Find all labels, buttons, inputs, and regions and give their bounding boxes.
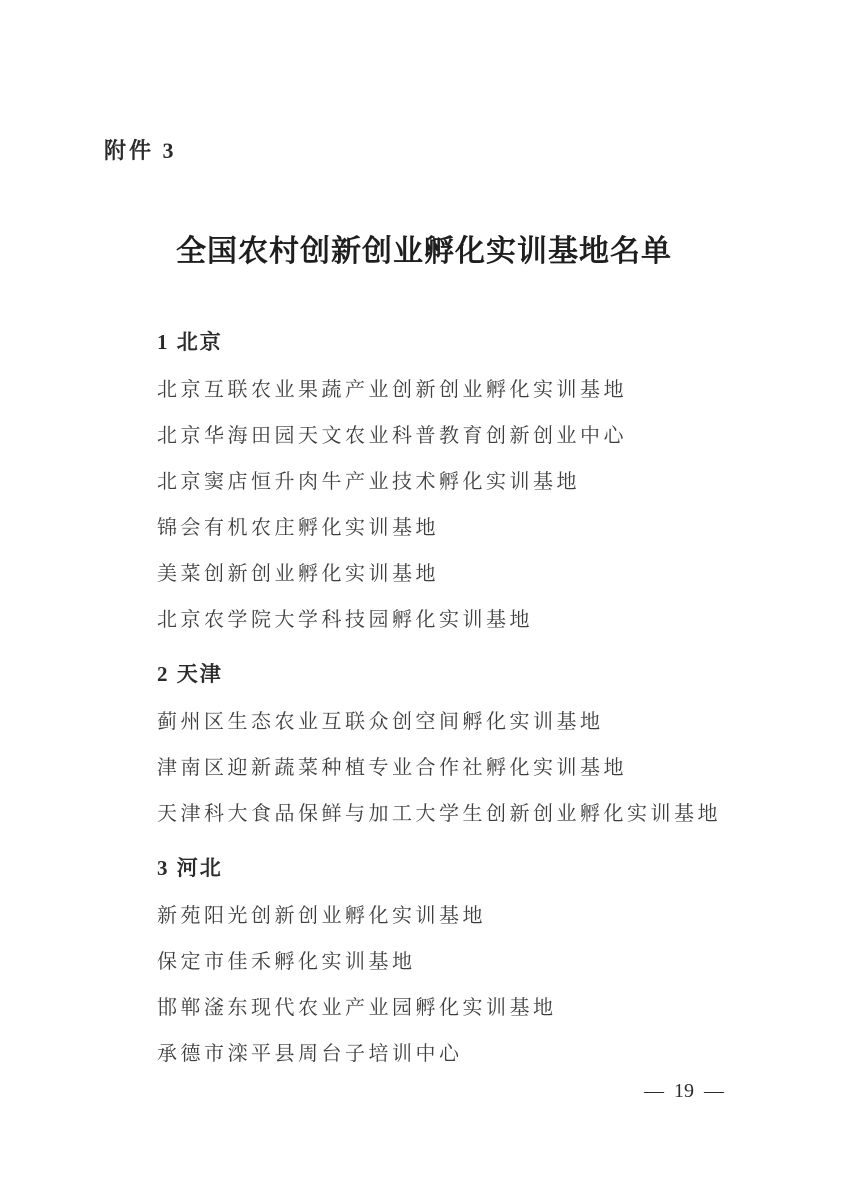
section-heading: 3 河北 [157, 856, 223, 880]
list-item: 承德市滦平县周台子培训中心 [157, 1042, 463, 1065]
list-item: 北京华海田园天文农业科普教育创新创业中心 [157, 424, 627, 447]
page-number-footer [644, 1076, 724, 1106]
section-heading: 2 天津 [157, 662, 223, 686]
list-item: 北京农学院大学科技园孵化实训基地 [157, 608, 533, 631]
list-item: 美菜创新创业孵化实训基地 [157, 562, 439, 585]
footer-dash-right: — [704, 1079, 724, 1102]
list-item: 保定市佳禾孵化实训基地 [157, 950, 416, 973]
section-hebei [157, 844, 757, 1074]
attachment-label: 附件 3 [104, 138, 177, 163]
section-beijing [157, 318, 757, 640]
document-title: 全国农村创新创业孵化实训基地名单 [176, 235, 672, 268]
list-item: 蓟州区生态农业互联众创空间孵化实训基地 [157, 710, 604, 733]
list-item: 北京窦店恒升肉牛产业技术孵化实训基地 [157, 470, 580, 493]
list-item: 新苑阳光创新创业孵化实训基地 [157, 904, 486, 927]
list-item: 天津科大食品保鲜与加工大学生创新创业孵化实训基地 [157, 802, 721, 825]
document-body [157, 318, 757, 1074]
list-item: 津南区迎新蔬菜种植专业合作社孵化实训基地 [157, 756, 627, 779]
footer-dash-left: — [644, 1079, 664, 1102]
page-number: 19 [674, 1079, 694, 1102]
section-tianjin [157, 650, 757, 834]
list-item: 锦会有机农庄孵化实训基地 [157, 516, 439, 539]
list-item: 北京互联农业果蔬产业创新创业孵化实训基地 [157, 378, 627, 401]
section-heading: 1 北京 [157, 330, 223, 354]
list-item: 邯郸滏东现代农业产业园孵化实训基地 [157, 996, 557, 1019]
